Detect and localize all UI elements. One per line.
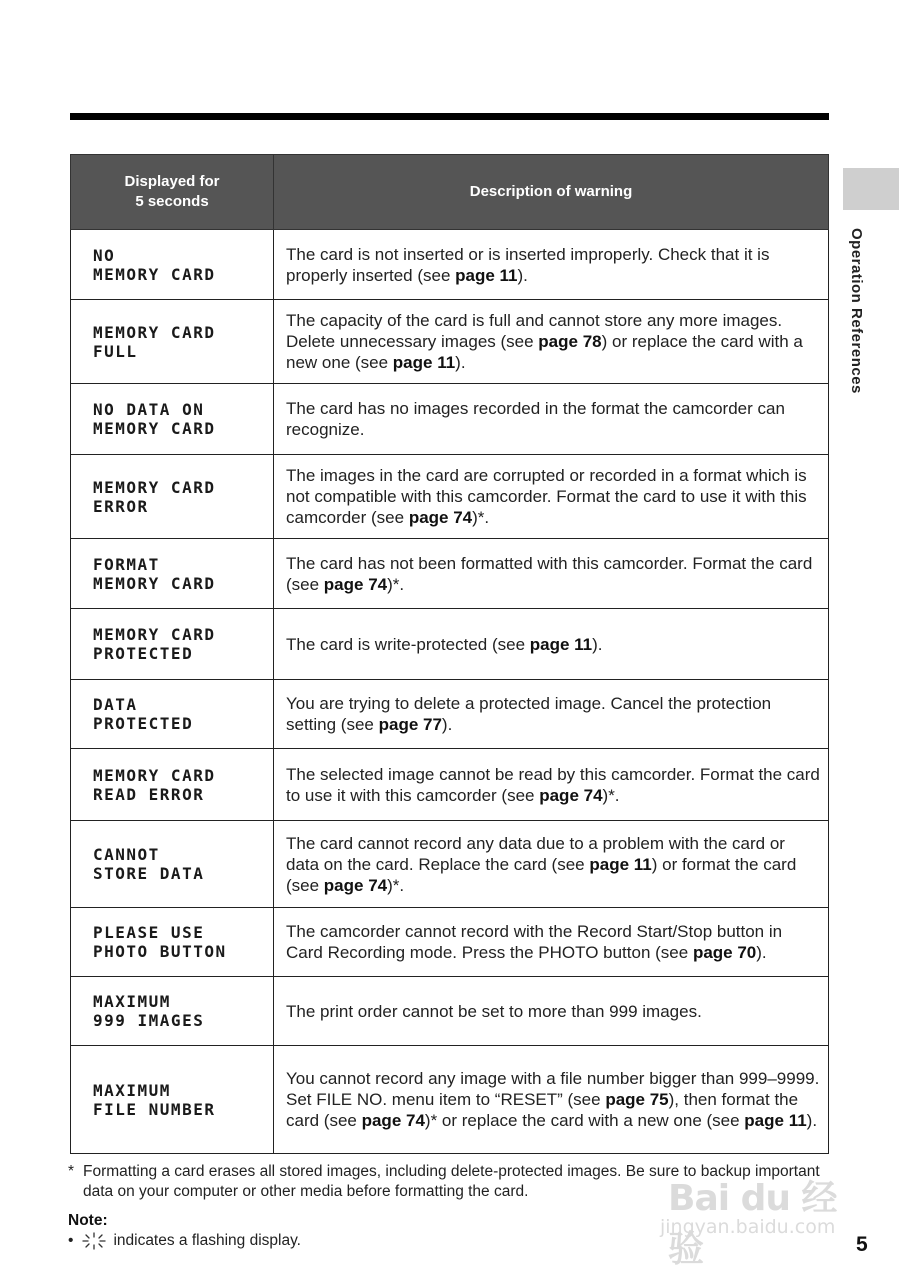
description-text: ). xyxy=(455,353,466,372)
footnote-text: Formatting a card erases all stored images, including delete-protected images. Be sure to backup important data on your computer or other media before formatting the card. xyxy=(83,1163,820,1200)
description-text: )*. xyxy=(472,508,490,527)
page-reference: page 77 xyxy=(378,715,442,734)
description-text: )*. xyxy=(602,785,620,805)
warning-message xyxy=(71,384,274,455)
warning-message-line: CANNOT xyxy=(93,845,160,864)
warning-message-line: STORE DATA xyxy=(93,864,205,883)
warning-message xyxy=(71,977,274,1046)
warning-description xyxy=(274,749,829,821)
page-number: 5 xyxy=(856,1233,868,1256)
table-row xyxy=(71,908,829,977)
description-text: The images in the card are corrupted or recorded in a format which is not compatible with this camcorder. Format the card to use it with this camcorder (see xyxy=(286,466,807,527)
warning-description xyxy=(274,908,829,977)
warning-message-line: PROTECTED xyxy=(93,714,194,733)
warning-message-line: MEMORY CARD xyxy=(93,573,216,593)
warning-message xyxy=(71,230,274,300)
header-col1-line2: 5 seconds xyxy=(135,193,209,210)
warning-description xyxy=(274,455,829,539)
description-text: ) or format the card (see xyxy=(286,854,797,895)
table-row xyxy=(71,749,829,821)
warning-table xyxy=(70,154,829,1154)
description-text: You are trying to delete a protected image. Cancel the protection setting (see xyxy=(286,694,772,734)
warning-description xyxy=(274,821,829,908)
header-description: Description of warning xyxy=(274,155,829,230)
warning-message-line: FORMAT xyxy=(93,554,160,574)
page-reference: page 11 xyxy=(455,265,518,285)
description-text: The camcorder cannot record with the Record Start/Stop button in Card Recording mode. Press the PHOTO button (see xyxy=(286,922,783,962)
warning-message-line: MEMORY CARD xyxy=(93,625,216,644)
warning-message xyxy=(71,539,274,609)
warning-message-line: PHOTO BUTTON xyxy=(93,942,227,961)
description-text: ). xyxy=(592,634,603,654)
description-text: )*. xyxy=(387,875,405,895)
warning-message-line: PLEASE USE xyxy=(93,923,205,942)
description-text: ) or replace the card with a new one (see xyxy=(286,332,803,372)
page-reference: page 74 xyxy=(408,508,473,527)
table-row xyxy=(71,384,829,455)
page-reference: page 78 xyxy=(538,332,602,351)
warning-message xyxy=(71,680,274,749)
warning-message-line: MEMORY CARD xyxy=(93,322,216,342)
page-reference: page 70 xyxy=(692,943,757,962)
description-text: ). xyxy=(441,715,453,734)
description-text: ). xyxy=(517,265,528,285)
page-reference: page 11 xyxy=(529,634,593,654)
table-row xyxy=(71,977,829,1046)
page-reference: page 11 xyxy=(392,353,456,372)
baidu-watermark xyxy=(660,1170,850,1270)
page-reference: page 74 xyxy=(361,1111,425,1130)
header-col1-line1: Displayed for xyxy=(124,173,220,190)
page-reference: page 74 xyxy=(539,785,603,805)
description-text: The card is not inserted or is inserted improperly. Check that it is properly inserted (see xyxy=(286,244,770,285)
warning-message xyxy=(71,455,274,539)
warning-message-line: FILE NUMBER xyxy=(93,1099,216,1119)
description-text: The print order cannot be set to more than 999 images. xyxy=(286,1001,702,1021)
warning-message xyxy=(71,821,274,908)
warning-message-line: MAXIMUM xyxy=(93,1080,171,1100)
warning-description xyxy=(274,539,829,609)
description-text: ). xyxy=(806,1111,818,1130)
section-tab xyxy=(843,168,899,210)
note-bullet: • xyxy=(68,1232,74,1249)
warning-message-line: NO xyxy=(93,245,116,265)
table-row xyxy=(71,680,829,749)
description-text: The selected image cannot be read by this camcorder. Format the card to use it with this camcorder (see xyxy=(286,764,820,805)
warning-message-line: FULL xyxy=(93,341,138,361)
table-row xyxy=(71,609,829,680)
section-label: Operation References xyxy=(848,228,865,394)
description-text: ). xyxy=(756,943,767,962)
description-text: The card has no images recorded in the format the camcorder can recognize. xyxy=(286,399,785,439)
page-reference: page 74 xyxy=(323,574,388,594)
table-row xyxy=(71,230,829,300)
warning-message xyxy=(71,1046,274,1154)
flashing-indicator-icon xyxy=(81,1232,107,1250)
warning-description xyxy=(274,230,829,300)
description-text: You cannot record any image with a file number bigger than 999–9999. Set FILE NO. menu item to “RESET” (see xyxy=(286,1069,820,1109)
footnote-star: * xyxy=(68,1163,75,1180)
table-row xyxy=(71,539,829,609)
warning-description xyxy=(274,977,829,1046)
warning-message-line: PROTECTED xyxy=(93,644,194,663)
warning-message-line: ERROR xyxy=(93,496,149,516)
page-reference: page 75 xyxy=(605,1090,669,1109)
description-text: ), then format the card (see xyxy=(286,1090,799,1130)
warning-message-line: DATA xyxy=(93,695,138,714)
page-reference: page 11 xyxy=(589,854,652,874)
warning-message-line: MEMORY CARD xyxy=(93,419,216,438)
description-text: The card has not been formatted with this camcorder. Format the card (see xyxy=(286,553,813,594)
warning-message-line: MEMORY CARD xyxy=(93,477,216,497)
table-row xyxy=(71,300,829,384)
warning-description xyxy=(274,300,829,384)
description-text: The card is write-protected (see xyxy=(286,634,530,654)
watermark-line1: Bai du 经验 xyxy=(668,1178,837,1270)
table-row xyxy=(71,1046,829,1154)
warning-message xyxy=(71,609,274,680)
page-reference: page 11 xyxy=(744,1111,807,1130)
page-reference: page 74 xyxy=(323,875,388,895)
description-text: The capacity of the card is full and cannot store any more images. Delete unnecessary images (see xyxy=(286,311,783,351)
table-row xyxy=(71,821,829,908)
warning-message xyxy=(71,300,274,384)
table-header-row xyxy=(71,155,829,230)
warning-message xyxy=(71,908,274,977)
warning-message-line: 999 IMAGES xyxy=(93,1011,205,1030)
header-displayed-for xyxy=(71,155,274,230)
warning-message-line: MAXIMUM xyxy=(93,992,171,1011)
note-heading: Note: xyxy=(68,1212,108,1229)
description-text: The card cannot record any data due to a problem with the card or data on the card. Replace the card (see xyxy=(286,833,785,874)
warning-description xyxy=(274,1046,829,1154)
note-item xyxy=(68,1232,301,1250)
warning-message xyxy=(71,749,274,821)
warning-description xyxy=(274,384,829,455)
warning-description xyxy=(274,609,829,680)
warning-message-line: NO DATA ON xyxy=(93,400,205,419)
table-row xyxy=(71,455,829,539)
warning-message-line: MEMORY CARD xyxy=(93,765,216,785)
top-rule xyxy=(70,113,829,120)
warning-message-line: READ ERROR xyxy=(93,784,205,804)
watermark-line2: jingyan.baidu.com xyxy=(660,1216,836,1238)
description-text: )*. xyxy=(387,574,405,594)
description-text: )* or replace the card with a new one (see xyxy=(424,1111,745,1130)
note-text: indicates a flashing display. xyxy=(113,1232,301,1249)
warning-description xyxy=(274,680,829,749)
warning-message-line: MEMORY CARD xyxy=(93,264,216,284)
